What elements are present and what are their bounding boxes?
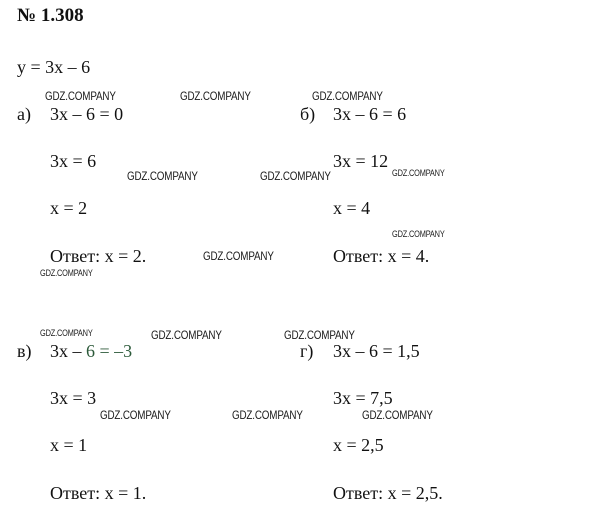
- part-c-label: в): [17, 341, 32, 361]
- part-d-step1: 3x = 7,5: [333, 388, 393, 408]
- watermark: GDZ.COMPANY: [284, 328, 355, 342]
- part-c-answer: Ответ: x = 1.: [50, 483, 147, 503]
- part-d-answer: Ответ: x = 2,5.: [333, 483, 443, 503]
- part-c-equation: [50, 341, 132, 361]
- part-a-label: а): [17, 104, 31, 124]
- part-c-step1: 3x = 3: [50, 388, 97, 408]
- function-definition: y = 3x – 6: [17, 57, 91, 77]
- watermark: GDZ.COMPANY: [392, 229, 445, 239]
- watermark: GDZ.COMPANY: [151, 328, 222, 342]
- watermark: GDZ.COMPANY: [232, 408, 303, 422]
- part-a-answer: Ответ: x = 2.: [50, 246, 147, 266]
- watermark: GDZ.COMPANY: [362, 408, 433, 422]
- part-c-equation-left: 3x –: [50, 341, 82, 361]
- part-c-equation-right: 6 = –3: [86, 341, 133, 361]
- part-a-step1: 3x = 6: [50, 151, 97, 171]
- watermark: GDZ.COMPANY: [127, 169, 198, 183]
- watermark: GDZ.COMPANY: [312, 89, 383, 103]
- watermark: GDZ.COMPANY: [45, 89, 116, 103]
- part-a-step2: x = 2: [50, 198, 88, 218]
- part-b-step1: 3x = 12: [333, 151, 389, 171]
- watermark: GDZ.COMPANY: [40, 268, 93, 278]
- part-b-label: б): [300, 104, 316, 124]
- part-c-step2: x = 1: [50, 435, 88, 455]
- watermark: GDZ.COMPANY: [260, 169, 331, 183]
- part-b-step2: x = 4: [333, 198, 371, 218]
- part-b-answer: Ответ: x = 4.: [333, 246, 430, 266]
- watermark: GDZ.COMPANY: [180, 89, 251, 103]
- watermark: GDZ.COMPANY: [203, 249, 274, 263]
- watermark: GDZ.COMPANY: [100, 408, 171, 422]
- watermark: GDZ.COMPANY: [40, 328, 93, 338]
- problem-number: № 1.308: [17, 5, 84, 26]
- watermark: GDZ.COMPANY: [392, 168, 445, 178]
- part-b-equation: 3x – 6 = 6: [333, 104, 407, 124]
- part-d-label: г): [300, 341, 314, 361]
- part-d-step2: x = 2,5: [333, 435, 384, 455]
- part-d-equation: 3x – 6 = 1,5: [333, 341, 420, 361]
- part-a-equation: 3x – 6 = 0: [50, 104, 124, 124]
